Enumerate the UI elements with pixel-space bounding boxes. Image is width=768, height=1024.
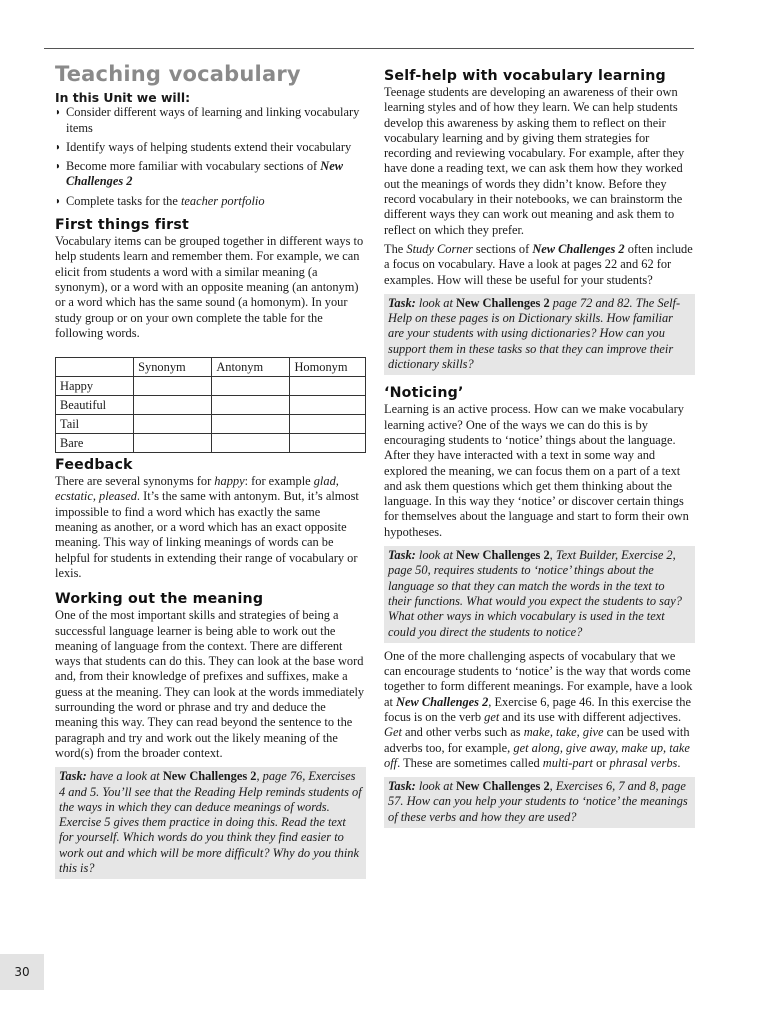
bullet-icon: ◗ [55,161,62,173]
task-box: Task: look at New Challenges 2, Exercises 6, 7 and 8, page 57. How can you help your students to ‘notice’ the meanings of these verbs and how they are used? [384,777,695,828]
self-help-body: Teenage students are developing an awareness of their own learning styles and of how they learn. We can help students develop this awareness by asking them to reflect on their vocabulary learning and by giving them strategies for recording and reviewing vocabulary. For example, after they have done a reading text, we can ask them how they worked out the meanings of words they didn’t know. Before they record vocabulary in their notebooks, we can brainstorm the different ways they can work out meaning and ask them to reflect on which they prefer. [384,85,685,237]
table-cell[interactable] [290,415,366,434]
table-cell[interactable] [290,434,366,453]
table-row [56,377,366,396]
table-header-cell: Synonym [134,358,212,377]
page-title: Teaching vocabulary [55,62,301,86]
table-row [56,434,366,453]
section-heading-noticing: ‘Noticing’ [384,385,464,402]
phrasal-verbs-body: One of the more challenging aspects of vocabulary that we can encourage students to ‘notice’ is the way that words come together to form different meanings. For example, have a look at New Challenges 2, Exercise 6, page 46. In this exercise the focus is on the verb get and its use with different adjectives. Get and other verbs such as make, take, give can be used with adverbs too, for example, get along, give away, make up, take off. These are sometimes called multi-part or phrasal verbs. [384,648,693,770]
aim-item: ◗ Become more familiar with vocabulary sections of New Challenges 2 [55,159,343,189]
study-corner-body: The Study Corner sections of New Challenges 2 often include a focus on vocabulary. Have a look at pages 22 and 62 for examples. How will these be useful for your students? [384,241,693,287]
table-row [56,396,366,415]
table-cell[interactable] [212,415,290,434]
working-out-body: One of the most important skills and strategies of being a successful language learner is being able to work out the meaning of language from the context. There are different ways that students can do this. They can look at the base word and, from their knowledge of prefixes and suffixes, make a guess at the meaning. They can look at the words immediately surrounding the word or phrase and try and deduce the meaning this way. They can read beyond the sentence to the paragraph and try and work out the likely meaning of the word(s) from the broader context. [55,608,365,760]
table-cell[interactable] [212,377,290,396]
page-number: 30 [0,954,44,990]
row-label: Beautiful [56,396,134,415]
unit-intro: In this Unit we will: [55,90,191,105]
noticing-body: Learning is an active process. How can we make vocabulary learning active? One of the ways we can do this is by encouraging students to ‘notice’ things about the language. After they have interacted with a text in some way and explored the meaning, we can focus them on a part of a text and ask them questions which get them thinking about the language. In this way they ‘notice’ or discover certain things for themselves about the language and start to form their own hypotheses. [384,402,689,539]
left-column [55,58,366,879]
aim-item: ◗ Consider different ways of learning and linking vocabulary items [55,105,360,135]
table-cell[interactable] [134,434,212,453]
first-things-body: Vocabulary items can be grouped together in different ways to help students learn and remember them. For example, we can elicit from students a word with a similar meaning (a synonym), or a word with an opposite meaning (an antonym) or a word which has the same sound (a homonym). In your study group or on your own complete the table for the following words. [55,234,364,340]
section-heading-self-help: Self-help with vocabulary learning [384,68,666,84]
table-cell[interactable] [290,396,366,415]
task-box: Task: look at New Challenges 2, Text Builder, Exercise 2, page 50, requires students to ‘notice’ things about the language so that they can match the words in the text to their functions. What would you expect the students to say? What other ways in which vocabulary is used in the text could you direct the students to notice? [384,546,695,643]
table-header-row [56,358,366,377]
aims-list [55,105,366,209]
top-rule [44,48,694,49]
table-header-cell [56,358,134,377]
table-row [56,415,366,434]
table-header-cell: Antonym [212,358,290,377]
row-label: Tail [56,415,134,434]
table-cell[interactable] [212,434,290,453]
table-cell[interactable] [134,396,212,415]
table-cell[interactable] [134,415,212,434]
row-label: Bare [56,434,134,453]
table-header-cell: Homonym [290,358,366,377]
feedback-body: There are several synonyms for happy: for example glad, ecstatic, pleased. It’s the same with antonym. But, it’s almost impossible to find a word which has exactly the same meaning as another, or a word which has an exact opposite meaning. This way of linking meanings of words can be helpful for students in extending their range of vocabulary or lexis. [55,474,359,580]
right-column [384,58,695,828]
task-box: Task: look at New Challenges 2 page 72 and 82. The Self-Help on these pages is on Dictionary skills. How familiar are your students with using dictionaries? How can you support them in these tasks so that they can improve their dictionary skills? [384,294,695,375]
table-cell[interactable] [290,377,366,396]
task-box: Task: have a look at New Challenges 2, page 76, Exercises 4 and 5. You’ll see that the Reading Help reminds students of the ways in which they can deduce meanings of words. Exercise 5 gives them practice in doing this. Read the text for yourself. Which words do you think they find easier to work out and which will be more difficult? Why do you think this is? [55,767,366,879]
section-heading-feedback: Feedback [55,457,133,474]
aim-item: ◗ Identify ways of helping students extend their vocabulary [55,139,352,154]
section-heading-working-out: Working out the meaning [55,591,264,608]
table-cell[interactable] [134,377,212,396]
row-label: Happy [56,377,134,396]
aim-item: ◗ Complete tasks for the teacher portfolio [55,193,265,208]
bullet-icon: ◗ [55,107,62,119]
bullet-icon: ◗ [55,141,62,153]
section-heading-first-things: First things first [55,217,189,234]
table-cell[interactable] [212,396,290,415]
bullet-icon: ◗ [55,195,62,207]
vocab-table [55,357,366,453]
